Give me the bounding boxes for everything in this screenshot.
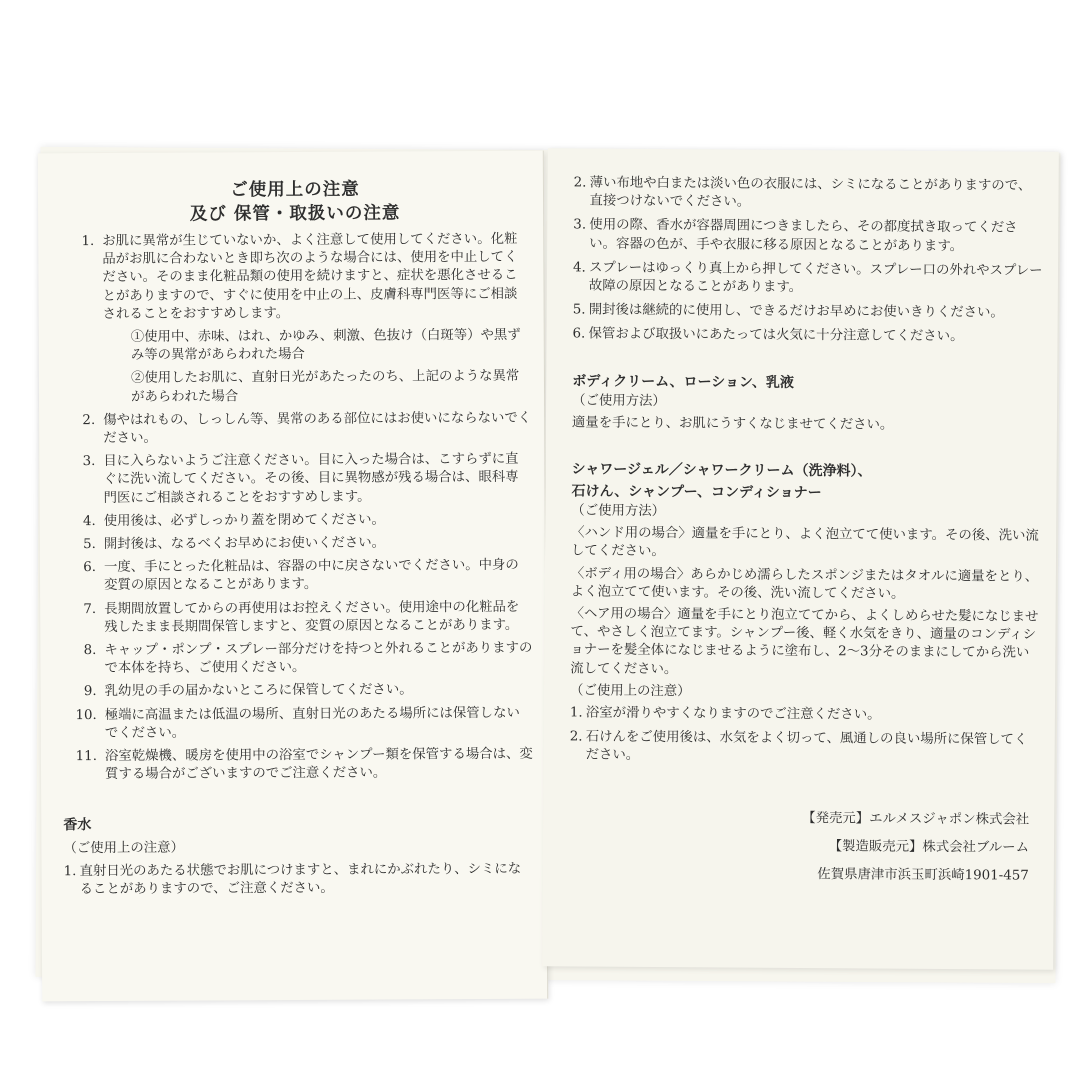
item-text: 傷やはれもの、しっしん等、異常のある部位にはお使いにならないでください。 [103,410,532,447]
item-number: 9. [83,684,97,700]
perfume-item [63,860,533,899]
item-text: 使用後は、必ずしっかり蓋を閉めてください。 [103,512,385,529]
item-text: 使用の際、香水が容器周囲につきましたら、その都度拭き取ってください。容器の色が、手や衣服に移る原因となることがあります。 [589,217,1018,254]
shower-usage-label: （ご使用方法） [571,503,666,520]
list-item [63,746,533,785]
caution-item [570,729,1040,769]
item-text: 浴室乾燥機、暖房を使用中の浴室でシャンプー類を保管する場合は、変質する場合がございますのでご注意ください。 [104,746,533,783]
body-usage-text: 適量を手にとり、お肌にうすくなじませてください。 [571,415,894,433]
item-text: 浴室が滑りやすくなりますのでご注意ください。 [585,705,881,723]
right-page [542,148,1059,970]
address-line: 佐賀県唐津市浜玉町浜崎1901-457 [817,866,1029,884]
item-number: 5. [572,302,586,318]
item-number: 7. [83,601,97,617]
list-item [63,681,533,702]
item-number: 6. [83,560,96,576]
item-number: 1. [63,863,77,879]
item-number: 3. [573,217,587,233]
perfume-heading: 香水 [63,817,92,834]
item-number: 5. [83,537,96,553]
item-text: スプレーはゆっくり真上から押してください。スプレー口の外れやスプレー故障の原因となることがあります。 [588,260,1043,296]
list-item [573,217,1043,257]
sub-item: ②使用したお肌に、直射日光があたったのち、上記のような異常があらわれた場合 [130,369,520,405]
sub-item: ①使用中、赤味、はれ、かゆみ、刺激、色抜け（白斑等）や黒ずみ等の異常があらわれた場合 [130,327,521,364]
item-text: 石けんをご使用後は、水気をよく切って、風通しの良い場所に保管してください。 [585,729,1028,764]
item-text: 目に入らないようご注意ください。目に入った場合は、こすらずに直ぐに洗い流してください。その後、目に異物感が残る場合は、眼科専門医にご相談されることをおすすめします。 [103,452,519,506]
item-number: 4. [572,260,586,276]
item-text: 乳幼児の手の届かないところに保管してください。 [104,682,413,700]
item-number: 4. [82,513,96,529]
item-text: 長期間放置してからの再使用はお控えください。使用途中の化粧品を残したまま長期間保管しますと、変質の原因となることがあります。 [104,599,520,635]
list-item [62,557,532,596]
shower-heading-line-1: シャワージェル／シャワークリーム（洗浄料）、 [571,461,872,480]
maker-line: 【製造販売元】株式会社ブルーム [828,838,1030,856]
shower-heading-line-2: 石けん、シャンプー、コンディショナー [571,483,822,502]
item-number: 6. [572,326,586,342]
item-text: キャップ・ポンプ・スプレー部分だけを持つと外れることがありますので本体を持ち、ご使用ください。 [104,640,533,677]
item-number: 2. [573,175,587,191]
list-item [62,598,532,637]
list-item [62,511,532,532]
list-item [62,640,532,679]
item-number: 1. [569,705,583,721]
list-item [63,704,533,743]
page-title [60,177,530,227]
caution-item [570,704,1040,725]
shower-body-usage: 〈ボディ用の場合〉あらかじめ濡らしたスポンジまたはタオルに適量をとり、よく泡立てて使います。その後、洗い流してください。 [570,566,1039,602]
item-text: 保管および取扱いにあたっては火気に十分注意してください。 [588,326,964,345]
list-item [60,231,530,324]
shower-hand-usage: 〈ハンド用の場合〉適量を手にとり、よく泡立てて使います。その後、洗い流してください。 [570,525,1039,560]
perfume-caution-label: （ご使用上の注意） [63,841,184,857]
item-text: 薄い布地や白または淡い色の衣服には、シミになることがありますので、直接つけないでください。 [589,175,1032,210]
item-text: 極端に高温または低温の場所、直射日光のあたる場所には保管しないでください。 [104,705,520,741]
list-item [572,326,1042,347]
list-item [573,174,1043,214]
item-number: 11. [75,749,97,765]
left-page-content [60,177,534,906]
item-text: 直射日光のあたる状態でお肌につけますと、まれにかぶれたり、シミになることがありますので、ご注意ください。 [79,861,522,898]
left-page [38,151,548,1002]
list-item [62,534,532,555]
list-item [573,259,1043,299]
item-number: 3. [82,454,96,470]
shower-hair-usage: 〈ヘア用の場合〉適量を手にとり泡立ててから、よくしめらせた髪になじませて、やさしく泡立てます。シャンプー後、軽く水気をきり、適量のコンディショナーを髪全体になじませるように塗布し、2〜3分そのままにしてから洗い流してください。 [570,606,1039,677]
title-line-1: ご使用上の注意 [230,179,360,201]
body-care-heading: ボディクリーム、ローション、乳液 [572,373,794,391]
item-number: 1. [81,234,95,250]
item-text: 開封後は継続的に使用し、できるだけお早めにお使いきりください。 [588,302,1004,321]
item-number: 2. [569,729,583,745]
body-usage-label: （ご使用方法） [572,393,666,409]
item-number: 8. [83,643,97,659]
item-number: 10. [75,707,97,723]
item-text: お肌に異常が生じていないか、よく注意して使用してください。化粧品がお肌に合わないとき即ち次のような場合には、使用を中止してください。そのまま化粧品類の使用を続けますと、症状を悪化させることがありますので、すぐに使用を中止の上、皮膚科専門医等にご相談されることをおすすめします。 [102,231,518,322]
company-info [569,805,1040,888]
seller-line: 【発売元】エルメスジャポン株式会社 [802,810,1030,828]
list-item [573,302,1043,323]
item-text: 一度、手にとった化粧品は、容器の中に戻さないでください。中身の変質の原因となることがあります。 [103,558,519,594]
item-number: 2. [82,412,96,428]
shower-caution-label: （ご使用上の注意） [570,683,691,700]
item-text: 開封後は、なるべくお早めにお使いください。 [103,535,386,553]
right-page-content [569,174,1044,892]
list-item [61,410,531,449]
title-line-2: 及び 保管・取扱いの注意 [189,203,401,225]
list-item [61,451,531,508]
